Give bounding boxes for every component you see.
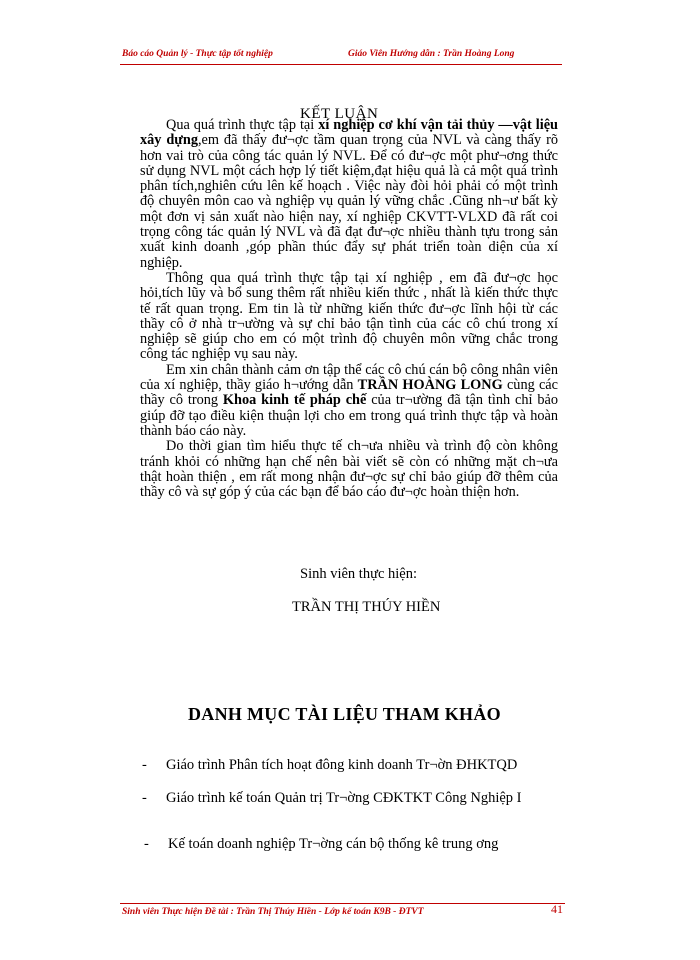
conclusion-title: KẾT LUẬN (300, 106, 379, 122)
reference-text: Giáo trình kế toán Quản trị Tr¬ờng CĐKTKT Công Nghiệp I (166, 790, 522, 806)
reference-dash: - (142, 757, 147, 773)
page-footer (120, 903, 565, 920)
footer-text: Sinh viên Thực hiện Đề tài : Trần Thị Thúy Hiền - Lớp kế toán K9B - ĐTVT (122, 907, 424, 917)
company-name-bold: xí nghiệp cơ khí vận tải thủy —vật liệu xây dựng (140, 117, 558, 149)
signature-label: Sinh viên thực hiện: (300, 566, 417, 582)
page-number: 41 (551, 902, 563, 916)
reference-item (142, 790, 522, 807)
page-header (120, 44, 562, 65)
reference-item (144, 836, 498, 853)
conclusion-body (140, 118, 558, 500)
references-title: DANH MỤC TÀI LIỆU THAM KHẢO (188, 704, 501, 724)
paragraph-2: Thông qua quá trình thực tập tại xí nghiệp , em đã đư¬ợc học hỏi,tích lũy và bổ sung thêm rất nhiều kiến thức , nhất là kiến thức thực tế rất quan trọng. Em tin là từ những kiến thức đư¬ợc lĩnh hội từ các thầy cô ở nhà tr¬ường và sự chỉ bảo tận tình của các cô chú trong xí nghiệp sẽ giúp cho em có một trình độ chuyên môn vững chắc trong công tác nghiệp vụ sau này. (140, 269, 558, 363)
header-left-text: Báo cáo Quản lý - Thực tập tốt nghiệp (122, 49, 273, 59)
teacher-name-bold: TRẦN HOÀNG LONG (357, 377, 503, 394)
faculty-name-bold: Khoa kinh tế pháp chế (222, 392, 367, 409)
paragraph-3 (140, 363, 558, 439)
paragraph-3-text-cont: cùng các thầy cô trong (140, 377, 558, 409)
header-right-text: Giáo Viên Hướng dẫn : Trần Hoàng Long (348, 49, 515, 59)
paragraph-3-text: Em xin chân thành cảm ơn tập thể các cô chú cán bộ công nhân viên của xí nghiệp, thầy giáo h¬ướng dẫn (140, 361, 558, 394)
reference-item (142, 757, 517, 774)
reference-text: Giáo trình Phân tích hoạt đông kinh doanh Tr¬ờn ĐHKTQD (166, 757, 518, 773)
paragraph-1 (140, 118, 558, 271)
paragraph-3-text-end: của tr¬ường đã tận tình chỉ bảo giúp đỡ tạo điều kiện thuận lợi cho em trong quá trình thực tập và hoàn thành báo cáo này. (140, 392, 558, 439)
paragraph-1-text-cont: ,em đã thấy đư¬ợc tầm quan trọng của NVL và càng thấy rõ hơn vai trò của công tác quản lý NVL. Để có đư¬ợc một phư¬ơng thức sử dụng NVL một cách hợp lý tiết kiệm,đạt hiệu quả là cả một quá trình phân tích,nghiên cứu lên kế hoạch . Việc này đòi hỏi phải có một trình độ chuyên môn cao và nghiệp vụ quản lý vững chắc .Cũng nh¬ư bất kỳ một đơn vị sản xuất nào hiện nay, xí nghiệp CKVTT-VLXD đã rất coi trọng công tác quản lý NVL và đã đạt đư¬ợc nhiều thành tựu trong sản xuất kinh doanh ,góp phần thúc đẩy sự phát triển toàn diện của xí nghiệp. (140, 132, 558, 271)
reference-dash: - (144, 836, 149, 852)
reference-text: Kế toán doanh nghiệp Tr¬ờng cán bộ thống kê trung ơng (168, 836, 499, 852)
signature-name: TRẦN THỊ THÚY HIỀN (292, 599, 441, 615)
reference-dash: - (142, 790, 147, 806)
paragraph-1-text: Qua quá trình thực tập tại (166, 117, 319, 133)
paragraph-4: Do thời gian tìm hiểu thực tế ch¬ưa nhiều và trình độ còn không tránh khỏi có những hạn chế nên bài viết sẽ còn có những mặt ch¬ưa thật hoàn thiện , em rất mong nhận đư¬ợc sự chỉ bảo giúp đỡ thêm của thầy cô và sự góp ý của các bạn để báo cáo đư¬ợc hoàn thiện hơn. (140, 438, 558, 501)
